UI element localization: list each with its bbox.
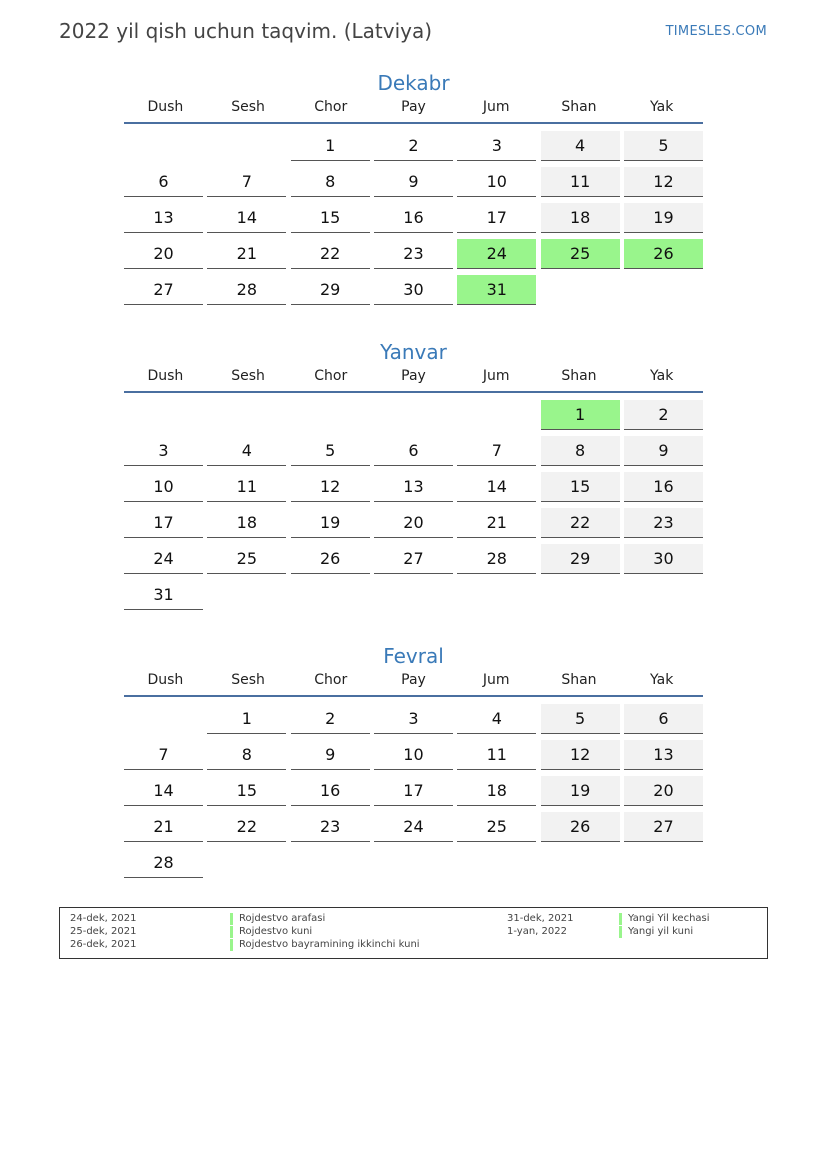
day-cell (291, 810, 370, 846)
day-cell (457, 506, 536, 542)
legend-item (507, 913, 757, 925)
day-cell (291, 201, 370, 237)
day-number: 4 (457, 704, 536, 734)
day-cell (541, 129, 620, 165)
day-cell (624, 201, 703, 237)
empty-cell (457, 398, 536, 434)
day-cell (541, 165, 620, 201)
day-cell (624, 542, 703, 578)
day-cell (291, 470, 370, 506)
day-cell (291, 774, 370, 810)
day-cell (207, 165, 286, 201)
day-number: 21 (207, 239, 286, 269)
holiday-day-cell (541, 237, 620, 273)
day-cell (124, 542, 203, 578)
legend-date: 24-dek, 2021 (70, 913, 137, 924)
day-number: 23 (624, 508, 703, 538)
legend-item (507, 926, 757, 938)
day-cell (124, 201, 203, 237)
day-cell (541, 470, 620, 506)
day-cell (457, 774, 536, 810)
day-number: 14 (207, 203, 286, 233)
day-cell (541, 201, 620, 237)
day-cell (207, 506, 286, 542)
day-cell (624, 470, 703, 506)
day-number: 15 (291, 203, 370, 233)
day-cell (124, 273, 203, 309)
weekday-label: Jum (482, 99, 510, 115)
day-cell (291, 129, 370, 165)
weekday-header (124, 366, 703, 393)
day-number: 2 (291, 704, 370, 734)
day-number: 2 (374, 131, 453, 161)
day-number: 19 (291, 508, 370, 538)
legend-date: 31-dek, 2021 (507, 913, 574, 924)
day-number: 22 (207, 812, 286, 842)
day-cell (374, 237, 453, 273)
day-cell (624, 702, 703, 738)
weekday-header (124, 670, 703, 697)
day-cell (457, 165, 536, 201)
day-number: 1 (291, 131, 370, 161)
weekday-label: Pay (401, 99, 426, 115)
day-number: 16 (374, 203, 453, 233)
day-number: 3 (124, 436, 203, 466)
weekday-label: Pay (401, 368, 426, 384)
day-number: 10 (457, 167, 536, 197)
day-cell (457, 702, 536, 738)
day-cell (124, 470, 203, 506)
day-number: 12 (291, 472, 370, 502)
day-number: 19 (541, 776, 620, 806)
month-february (124, 642, 703, 882)
brand-link[interactable]: TIMESLES.COM (665, 24, 767, 39)
day-number: 6 (124, 167, 203, 197)
day-cell (291, 273, 370, 309)
day-number: 14 (457, 472, 536, 502)
day-cell (374, 506, 453, 542)
holiday-day-cell (624, 237, 703, 273)
weekday-label: Dush (147, 99, 184, 115)
day-number: 7 (207, 167, 286, 197)
day-number: 21 (124, 812, 203, 842)
day-cell (374, 434, 453, 470)
day-number: 20 (624, 776, 703, 806)
month-title: Dekabr (377, 71, 450, 95)
month-january (124, 338, 703, 614)
weekday-label: Yak (649, 672, 674, 688)
weekday-label: Sesh (231, 672, 265, 688)
day-cell (374, 738, 453, 774)
weekday-label: Chor (314, 368, 348, 384)
day-number: 28 (124, 848, 203, 878)
day-cell (541, 702, 620, 738)
day-number: 9 (374, 167, 453, 197)
day-cell (374, 165, 453, 201)
day-number: 18 (457, 776, 536, 806)
day-number: 23 (374, 239, 453, 269)
day-cell (207, 470, 286, 506)
day-number: 16 (291, 776, 370, 806)
day-cell (124, 774, 203, 810)
day-cell (457, 201, 536, 237)
empty-cell (124, 398, 203, 434)
legend-item (70, 913, 510, 925)
day-number: 30 (624, 544, 703, 574)
day-cell (207, 810, 286, 846)
day-number: 16 (624, 472, 703, 502)
day-number: 18 (207, 508, 286, 538)
day-number: 24 (124, 544, 203, 574)
day-number: 30 (374, 275, 453, 305)
day-cell (374, 774, 453, 810)
day-cell (207, 738, 286, 774)
day-cell (624, 774, 703, 810)
holiday-legend (59, 907, 768, 959)
empty-cell (124, 702, 203, 738)
day-number: 6 (374, 436, 453, 466)
day-number: 15 (207, 776, 286, 806)
day-number: 21 (457, 508, 536, 538)
day-number: 5 (291, 436, 370, 466)
day-number: 1 (207, 704, 286, 734)
day-cell (374, 470, 453, 506)
day-cell (207, 273, 286, 309)
weekday-header (124, 97, 703, 124)
day-grid (124, 129, 703, 309)
day-number: 5 (624, 131, 703, 161)
day-cell (457, 542, 536, 578)
day-number: 25 (457, 812, 536, 842)
day-number: 10 (124, 472, 203, 502)
day-number: 13 (624, 740, 703, 770)
weekday-label: Chor (314, 672, 348, 688)
holiday-day-cell (457, 237, 536, 273)
day-cell (291, 165, 370, 201)
day-number: 12 (624, 167, 703, 197)
day-number: 18 (541, 203, 620, 233)
legend-date: 1-yan, 2022 (507, 926, 567, 937)
day-number: 3 (457, 131, 536, 161)
legend-name: Rojdestvo bayramining ikkinchi kuni (230, 939, 420, 951)
day-cell (457, 129, 536, 165)
day-number: 8 (541, 436, 620, 466)
day-number: 29 (291, 275, 370, 305)
day-number: 17 (124, 508, 203, 538)
day-grid (124, 398, 703, 614)
empty-cell (124, 129, 203, 165)
legend-item (70, 939, 510, 951)
day-number: 19 (624, 203, 703, 233)
day-number: 3 (374, 704, 453, 734)
weekday-label: Shan (561, 368, 597, 384)
day-number: 22 (291, 239, 370, 269)
day-number: 10 (374, 740, 453, 770)
day-cell (374, 129, 453, 165)
day-number: 11 (541, 167, 620, 197)
day-number: 27 (124, 275, 203, 305)
day-cell (291, 738, 370, 774)
day-number: 20 (374, 508, 453, 538)
weekday-label: Shan (561, 672, 597, 688)
day-number: 27 (624, 812, 703, 842)
weekday-label: Dush (147, 672, 184, 688)
holiday-day-cell (457, 273, 536, 309)
empty-cell (374, 398, 453, 434)
day-number: 22 (541, 508, 620, 538)
day-number: 7 (457, 436, 536, 466)
weekday-label: Dush (147, 368, 184, 384)
day-cell (124, 434, 203, 470)
month-title: Fevral (383, 644, 444, 668)
day-cell (541, 774, 620, 810)
day-cell (457, 738, 536, 774)
day-number: 27 (374, 544, 453, 574)
day-number: 6 (624, 704, 703, 734)
day-number: 24 (457, 239, 536, 269)
day-number: 28 (207, 275, 286, 305)
day-cell (291, 702, 370, 738)
day-cell (541, 810, 620, 846)
legend-name: Rojdestvo arafasi (230, 913, 325, 925)
day-cell (374, 201, 453, 237)
day-cell (124, 165, 203, 201)
day-number: 17 (374, 776, 453, 806)
weekday-label: Sesh (231, 99, 265, 115)
day-cell (207, 434, 286, 470)
weekday-label: Yak (649, 99, 674, 115)
day-cell (457, 434, 536, 470)
legend-date: 26-dek, 2021 (70, 939, 137, 950)
day-number: 8 (207, 740, 286, 770)
day-number: 5 (541, 704, 620, 734)
day-cell (207, 201, 286, 237)
day-cell (624, 129, 703, 165)
day-cell (457, 470, 536, 506)
empty-cell (207, 129, 286, 165)
day-cell (374, 702, 453, 738)
day-cell (207, 542, 286, 578)
day-cell (374, 273, 453, 309)
day-cell (291, 542, 370, 578)
day-number: 25 (207, 544, 286, 574)
day-cell (624, 434, 703, 470)
day-number: 14 (124, 776, 203, 806)
day-cell (541, 542, 620, 578)
day-number: 13 (374, 472, 453, 502)
day-number: 28 (457, 544, 536, 574)
day-cell (541, 738, 620, 774)
day-number: 8 (291, 167, 370, 197)
empty-cell (291, 398, 370, 434)
day-number: 7 (124, 740, 203, 770)
day-cell (374, 810, 453, 846)
day-cell (124, 846, 203, 882)
day-number: 29 (541, 544, 620, 574)
day-number: 13 (124, 203, 203, 233)
day-cell (541, 434, 620, 470)
day-cell (124, 237, 203, 273)
day-cell (624, 506, 703, 542)
holiday-day-cell (541, 398, 620, 434)
day-number: 11 (207, 472, 286, 502)
page-title: 2022 yil qish uchun taqvim. (Latviya) (59, 19, 433, 43)
day-number: 4 (207, 436, 286, 466)
legend-name: Yangi Yil kechasi (619, 913, 710, 925)
day-cell (374, 542, 453, 578)
day-cell (624, 738, 703, 774)
day-number: 1 (541, 400, 620, 430)
weekday-label: Jum (482, 368, 510, 384)
weekday-label: Pay (401, 672, 426, 688)
day-cell (624, 810, 703, 846)
day-number: 12 (541, 740, 620, 770)
day-cell (291, 237, 370, 273)
day-number: 15 (541, 472, 620, 502)
day-cell (124, 506, 203, 542)
day-grid (124, 702, 703, 882)
weekday-label: Shan (561, 99, 597, 115)
day-cell (124, 810, 203, 846)
day-number: 31 (457, 275, 536, 305)
weekday-label: Chor (314, 99, 348, 115)
day-number: 25 (541, 239, 620, 269)
month-title: Yanvar (380, 340, 447, 364)
day-cell (207, 237, 286, 273)
day-cell (457, 810, 536, 846)
day-number: 11 (457, 740, 536, 770)
day-number: 17 (457, 203, 536, 233)
day-cell (291, 506, 370, 542)
day-cell (291, 434, 370, 470)
month-december (124, 69, 703, 309)
day-number: 9 (624, 436, 703, 466)
empty-cell (207, 398, 286, 434)
day-number: 23 (291, 812, 370, 842)
day-number: 24 (374, 812, 453, 842)
day-cell (207, 774, 286, 810)
day-cell (624, 398, 703, 434)
day-number: 2 (624, 400, 703, 430)
day-number: 4 (541, 131, 620, 161)
day-cell (207, 702, 286, 738)
day-cell (541, 506, 620, 542)
day-number: 26 (624, 239, 703, 269)
day-number: 26 (541, 812, 620, 842)
legend-name: Yangi yil kuni (619, 926, 693, 938)
day-cell (624, 165, 703, 201)
day-number: 31 (124, 580, 203, 610)
legend-item (70, 926, 510, 938)
day-number: 20 (124, 239, 203, 269)
weekday-label: Jum (482, 672, 510, 688)
day-cell (124, 738, 203, 774)
weekday-label: Yak (649, 368, 674, 384)
legend-name: Rojdestvo kuni (230, 926, 312, 938)
day-number: 26 (291, 544, 370, 574)
legend-date: 25-dek, 2021 (70, 926, 137, 937)
day-number: 9 (291, 740, 370, 770)
day-cell (124, 578, 203, 614)
weekday-label: Sesh (231, 368, 265, 384)
